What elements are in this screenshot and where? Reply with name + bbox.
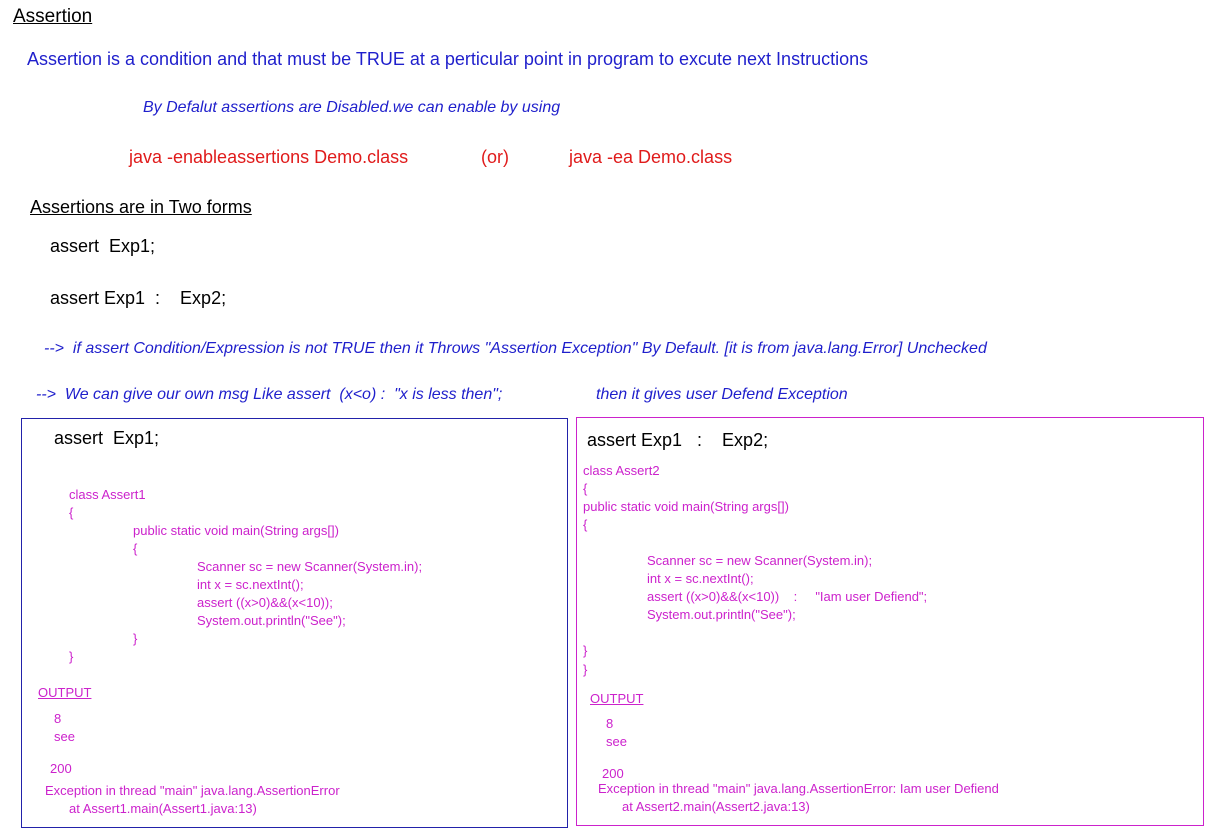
code-line: class Assert2 bbox=[583, 463, 660, 478]
code-line: int x = sc.nextInt(); bbox=[197, 577, 304, 592]
code-line: int x = sc.nextInt(); bbox=[647, 571, 754, 586]
or-separator: (or) bbox=[481, 147, 509, 167]
code-line: assert ((x>0)&&(x<10)) : "Iam user Defiend"; bbox=[647, 589, 928, 604]
code-line: public static void main(String args[]) bbox=[133, 523, 339, 538]
output-line: see bbox=[54, 729, 75, 744]
code-line: } bbox=[69, 649, 74, 664]
own-message-note: --> We can give our own msg Like assert (x<o) : "x is less then"; bbox=[36, 386, 503, 403]
assertion-definition: Assertion is a condition and that must be TRUE at a perticular point in program to excute next Instructions bbox=[27, 49, 869, 69]
left-output-label: OUTPUT bbox=[38, 685, 92, 700]
forms-heading: Assertions are in Two forms bbox=[30, 197, 252, 217]
left-panel-heading: assert Exp1; bbox=[54, 428, 160, 448]
enable-long-command: java -enableassertions Demo.class bbox=[129, 147, 409, 167]
code-line: assert ((x>0)&&(x<10)); bbox=[197, 595, 333, 610]
output-line: 8 bbox=[606, 716, 614, 731]
code-line: { bbox=[583, 481, 588, 496]
throws-note: --> if assert Condition/Expression is not TRUE then it Throws "Assertion Exception" By Default. [it is from java.lang.Error] Unchecked bbox=[44, 340, 987, 357]
output-line: see bbox=[606, 734, 627, 749]
code-line: { bbox=[133, 541, 138, 556]
code-line: public static void main(String args[]) bbox=[583, 499, 789, 514]
form-two: assert Exp1 : Exp2; bbox=[50, 288, 227, 308]
output-line: 8 bbox=[54, 711, 62, 726]
code-line: } bbox=[583, 662, 588, 677]
enable-short-command: java -ea Demo.class bbox=[569, 147, 733, 167]
error-input: 200 bbox=[50, 761, 72, 776]
right-panel-heading: assert Exp1 : Exp2; bbox=[587, 430, 769, 450]
code-line: { bbox=[69, 505, 74, 520]
error-input: 200 bbox=[602, 766, 624, 781]
code-line: class Assert1 bbox=[69, 487, 146, 502]
code-line: { bbox=[583, 517, 588, 532]
code-line: } bbox=[583, 643, 588, 658]
stack-trace: at Assert1.main(Assert1.java:13) bbox=[69, 801, 257, 816]
page-title: Assertion bbox=[13, 6, 93, 27]
default-disabled-note: By Defalut assertions are Disabled.we can enable by using bbox=[143, 99, 561, 116]
right-output-label: OUTPUT bbox=[590, 691, 644, 706]
code-line: Scanner sc = new Scanner(System.in); bbox=[647, 553, 873, 568]
own-message-result: then it gives user Defend Exception bbox=[596, 386, 848, 403]
form-one: assert Exp1; bbox=[50, 236, 156, 256]
exception-message: Exception in thread "main" java.lang.AssertionError: Iam user Defiend bbox=[598, 781, 999, 796]
code-line: } bbox=[133, 631, 138, 646]
code-line: Scanner sc = new Scanner(System.in); bbox=[197, 559, 423, 574]
code-line: System.out.println("See"); bbox=[197, 613, 346, 628]
code-line: System.out.println("See"); bbox=[647, 607, 796, 622]
exception-message: Exception in thread "main" java.lang.AssertionError bbox=[45, 783, 340, 798]
stack-trace: at Assert2.main(Assert2.java:13) bbox=[622, 799, 810, 814]
